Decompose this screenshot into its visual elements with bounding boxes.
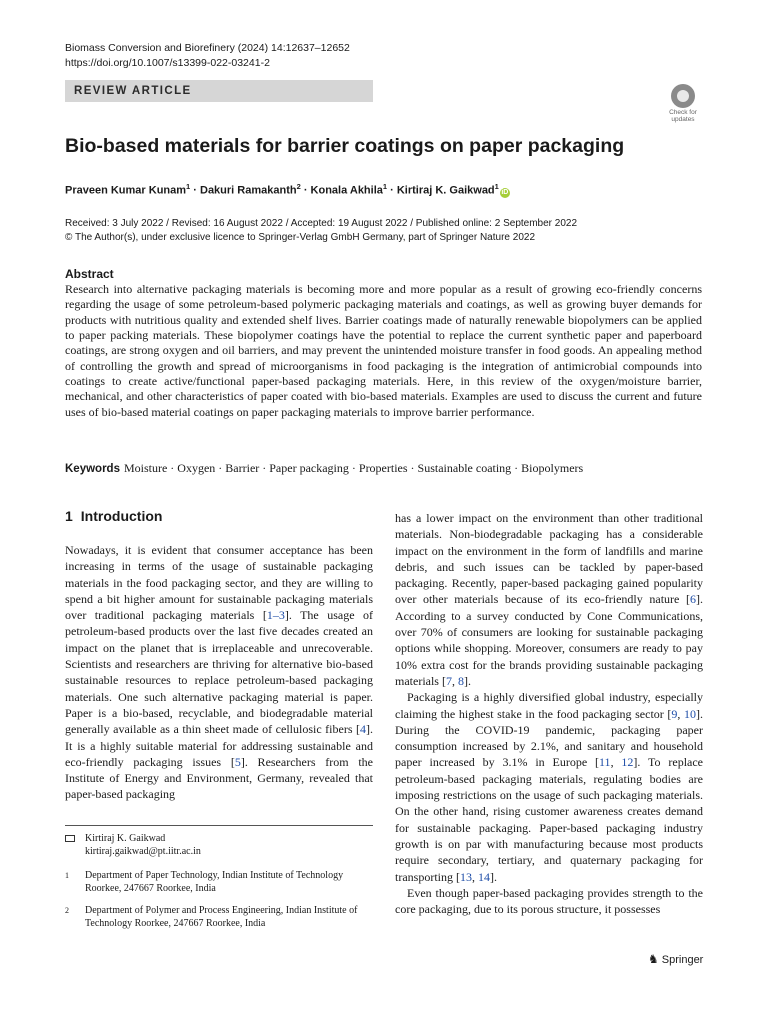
keywords-label: Keywords bbox=[65, 463, 120, 475]
abstract-text: Research into alternative packaging materials is becoming more and more popular as a result of growing eco-friendly concerns regarding the usage of some petroleum-based polymeric packaging materials and coatings, as well as growing buyer demands for products with nutritious quality and extended shelf lives. Barrier coatings made of naturally renewable biopolymers can be applied to paper packing materials. These biopolymer coatings have the potential to replace the current synthetic paper and paperboard coatings, are strong oxygen and oil barriers, and may prevent the unintended moisture transfer in food goods. An appealing method of controlling the growth and spread of microorganisms in food packaging is the integration of antimicrobial compounds into coatings to create active/functional paper-based packaging materials. Here, in this review of the oxygen/moisture barrier, mechanical, and other characteristics of paper coated with bio-based materials. Examples are used to discuss the current and future uses of bio-based material coatings on paper packaging materials to improve barrier performance. bbox=[65, 282, 702, 419]
corresponding-author-footnote bbox=[65, 832, 373, 858]
author-affiliation-mark: 1 bbox=[382, 182, 388, 191]
body-text: , bbox=[677, 706, 684, 721]
citation-link[interactable]: 13 bbox=[460, 869, 472, 884]
author-name: Konala Akhila bbox=[310, 184, 383, 197]
orcid-icon[interactable]: iD bbox=[501, 188, 509, 196]
doi-link[interactable]: https://doi.org/10.1007/s13399-022-03241-2 bbox=[65, 57, 270, 69]
check-for-updates-label: Check for updates bbox=[669, 109, 697, 123]
citation-link[interactable]: 4 bbox=[360, 722, 366, 737]
section-title: Introduction bbox=[80, 508, 163, 524]
author-affiliation-mark: 2 bbox=[296, 182, 301, 191]
citation-link[interactable]: 8 bbox=[457, 673, 464, 688]
body-text: ]. According to a survey conducted by Cone Communications, over 70% of consumers are looking for sustainable packaging options while shopping. Moreover, consumers are ready to pay 10% extra cost for the brands providing sustainable packaging materials [ bbox=[395, 592, 703, 688]
body-text: Packaging is a highly diversified global industry, especially claiming the highest stake in the food packaging sector [ bbox=[395, 690, 703, 721]
journal-citation: Biomass Conversion and Biorefinery (2024) 14:12637–12652 bbox=[65, 42, 350, 54]
author-separator: · bbox=[300, 184, 311, 197]
publisher-name: Springer bbox=[661, 954, 704, 966]
citation-link[interactable]: 9 bbox=[671, 706, 678, 721]
dates-line: Received: 3 July 2022 / Revised: 16 August 2022 / Accepted: 19 August 2022 / Published online: 2 September 2022 bbox=[65, 218, 578, 229]
body-text: ]. bbox=[490, 869, 497, 884]
body-paragraph bbox=[395, 885, 703, 918]
citation-link[interactable]: 11 bbox=[599, 755, 611, 770]
body-text: ]. During the COVID-19 pandemic, packaging paper consumption increased by 2.1%, and sanitary and household paper increased by 3.1% in Europe [ bbox=[395, 706, 703, 770]
keywords bbox=[65, 461, 702, 477]
citation-link[interactable]: 1–3 bbox=[266, 608, 285, 623]
keywords-list: Moisture · Oxygen · Barrier · Paper packaging · Properties · Sustainable coating · Biopolymers bbox=[123, 461, 584, 475]
envelope-icon bbox=[65, 835, 75, 842]
body-text: ]. It is a highly suitable material for addressing sustainable and eco-friendly packaging issues [ bbox=[65, 722, 373, 769]
article-type-label: REVIEW ARTICLE bbox=[74, 85, 192, 97]
body-column-left bbox=[65, 542, 373, 803]
publication-history bbox=[65, 217, 665, 245]
author-affiliation-mark: 1 bbox=[186, 182, 191, 191]
affiliation-footnote bbox=[65, 904, 373, 930]
corresponding-author-email[interactable]: kirtiraj.gaikwad@pt.iitr.ac.in bbox=[85, 846, 201, 857]
affiliation-footnote bbox=[65, 869, 373, 895]
footnote-divider bbox=[65, 825, 373, 826]
citation-link[interactable]: 10 bbox=[684, 706, 696, 721]
author-separator: · bbox=[190, 184, 200, 197]
copyright-line: © The Author(s), under exclusive licence to Springer-Verlag GmbH Germany, part of Springer Nature 2022 bbox=[65, 232, 535, 243]
citation-link[interactable]: 7 bbox=[445, 673, 452, 688]
section-number: 1 bbox=[65, 508, 73, 524]
article-type-badge bbox=[65, 80, 373, 102]
author-name: Kirtiraj K. Gaikwad bbox=[396, 184, 495, 197]
body-text: ]. To replace petroleum-based packaging materials, regulating bodies are imposing restrictions on the usage of such packaging materials. On the other hand, rising customer awareness creates demand for sustainable packaging. Paper-based packaging industry growth is on par with manufacturing because most products require secondary, tertiary, and quaternary packaging for transporting [ bbox=[395, 755, 703, 884]
body-text: ]. The usage of petroleum-based products over the last five decades created an impact on the planet that is irreplaceable and unrecoverable. Scientists and researchers are thriving for alternative bio-based sustainable resources to replace petroleum-based packaging materials. One such alternative packaging material is paper. Paper is a bio-based, recyclable, and biodegradable material generally available as a thin sheet made of cellulosic fibers [ bbox=[65, 608, 373, 737]
citation-link[interactable]: 14 bbox=[478, 869, 490, 884]
springer-horse-icon: ♞ bbox=[648, 952, 659, 966]
author-separator: · bbox=[387, 184, 397, 197]
body-paragraph bbox=[65, 542, 373, 803]
body-text: , bbox=[472, 869, 478, 884]
body-text: Even though paper-based packaging provides strength to the core packaging, due to its porous structure, it possesses bbox=[395, 885, 703, 917]
body-text: has a lower impact on the environment than other traditional materials. Non-biodegradable packaging has a considerable impact on the environment in the form of landfills and marine debris, and such issues can be tackled by paper-based packaging. Recently, paper-based packaging gained popularity over other materials because of its eco-friendly nature [ bbox=[395, 511, 703, 607]
body-text: , bbox=[451, 673, 458, 688]
author-list bbox=[65, 179, 510, 199]
body-paragraph bbox=[395, 689, 703, 885]
citation-link[interactable]: 5 bbox=[234, 754, 241, 769]
abstract-heading: Abstract bbox=[65, 267, 114, 281]
body-text: ]. bbox=[463, 673, 471, 688]
author-name: Praveen Kumar Kunam bbox=[65, 184, 187, 197]
publisher-logo bbox=[648, 952, 703, 967]
affiliation-text: Department of Paper Technology, Indian Institute of Technology Roorkee, 247667 Roorkee, India bbox=[85, 870, 344, 894]
section-heading bbox=[65, 508, 162, 525]
affiliation-text: Department of Polymer and Process Engineering, Indian Institute of Technology Roorkee, 247667 Roorkee, India bbox=[85, 905, 358, 929]
journal-header bbox=[65, 41, 350, 71]
affiliation-mark: 2 bbox=[65, 906, 69, 915]
corresponding-author-name: Kirtiraj K. Gaikwad bbox=[85, 833, 166, 844]
body-paragraph bbox=[395, 510, 703, 689]
affiliation-mark: 1 bbox=[65, 871, 69, 880]
author-name: Dakuri Ramakanth bbox=[200, 184, 297, 197]
body-text: ]. Researchers from the Institute of Energy and Environment, Germany, revealed that paper-based packaging bbox=[65, 754, 373, 802]
article-title: Bio-based materials for barrier coatings on paper packaging bbox=[65, 135, 625, 157]
body-text: , bbox=[610, 755, 622, 770]
check-for-updates-button[interactable] bbox=[664, 84, 702, 124]
author-affiliation-mark: 1 bbox=[494, 182, 499, 191]
citation-link[interactable]: 12 bbox=[621, 755, 634, 770]
citation-link[interactable]: 6 bbox=[690, 592, 696, 607]
body-text: Nowadays, it is evident that consumer acceptance has been increasing in terms of the usage of sustainable packaging materials in the food packaging sector, and they are willing to spend a bit higher amount for sustainable packaging materials over traditional packaging materials [ bbox=[65, 543, 373, 623]
body-column-right bbox=[395, 510, 703, 917]
check-for-updates-icon bbox=[671, 84, 695, 108]
